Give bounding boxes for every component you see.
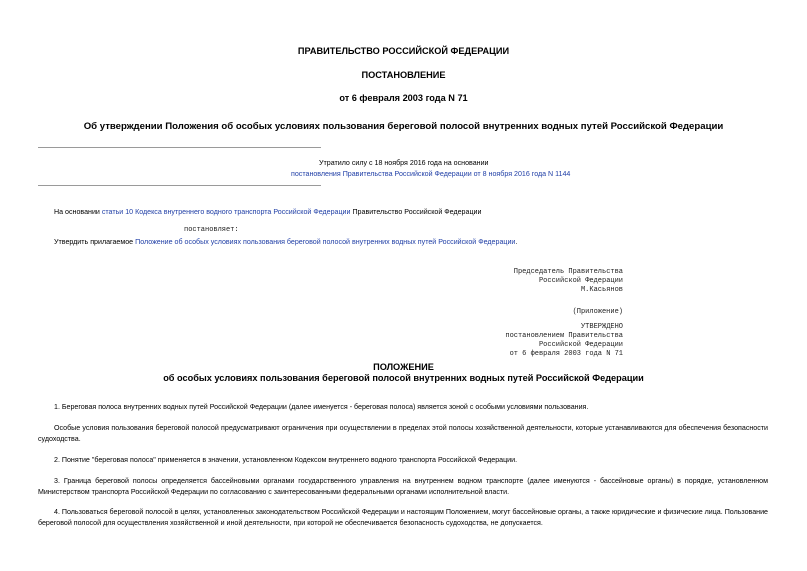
approve-suffix: . (515, 238, 518, 246)
approved-block (505, 323, 623, 359)
approved-line-2: постановлением Правительства (505, 332, 623, 340)
paragraph-3: 3. Граница береговой полосы определяется бассейновыми органами государственного управления на внутреннем водном транспорте (далее именуются - бассейновые органы) в порядке, установленном Министерством транспорта Российской Федерации по согласованию с заинтересованными федеральными органами исполнительной власти. (38, 477, 768, 496)
appendix-label: (Приложение) (572, 308, 623, 316)
paragraph-1: 1. Береговая полоса внутренних водных путей Российской Федерации (далее именуется - береговая полоса) является зоной с особыми условиями пользования. (54, 403, 589, 411)
regulation-subheading: об особых условиях пользования береговой полосой внутренних водных путей Российской Федерации (163, 373, 644, 383)
approved-line-3: Российской Федерации (538, 341, 623, 349)
signature-line-3: М.Касьянов (580, 286, 623, 294)
code-article-link[interactable]: статьи 10 Кодекса внутреннего водного транспорта Российской Федерации (101, 208, 351, 216)
preamble (54, 206, 481, 218)
preamble-suffix: Правительство Российской Федерации (350, 208, 482, 216)
decides-word: постановляет: (184, 226, 239, 234)
repeal-link[interactable]: постановления Правительства Российской Федерации от 8 ноября 2016 года N 1144 (291, 170, 571, 178)
approve-prefix: Утвердить прилагаемое (54, 238, 136, 246)
signature-line-2: Российской Федерации (538, 277, 623, 285)
approved-line-1: УТВЕРЖДЕНО (580, 323, 623, 331)
paragraph-2: 2. Понятие "береговая полоса" применяется в значении, установленном Кодексом внутреннего водного транспорта Российской Федерации. (54, 456, 518, 464)
government-name: ПРАВИТЕЛЬСТВО РОССИЙСКОЙ ФЕДЕРАЦИИ (297, 46, 510, 56)
document-date-number: от 6 февраля 2003 года N 71 (339, 93, 468, 103)
divider-top (38, 147, 321, 148)
document-type: ПОСТАНОВЛЕНИЕ (361, 70, 446, 80)
signature-line-1: Председатель Правительства (513, 268, 623, 276)
preamble-prefix: На основании (54, 208, 102, 216)
status-line: Утратило силу с 18 ноября 2016 года на основании (319, 159, 489, 167)
paragraph-1-continued: Особые условия пользования береговой полосой предусматривают ограничения при осуществлении в пределах этой полосы хозяйственной деятельности, которые устанавливаются для обеспечения безопасности судоходства. (38, 424, 768, 443)
regulation-heading: ПОЛОЖЕНИЕ (373, 362, 434, 372)
document-title: Об утверждении Положения об особых условиях пользования береговой полосой внутренних водных путей Российской Федерации (83, 121, 724, 132)
divider-bottom (38, 185, 321, 186)
paragraph-4: 4. Пользоваться береговой полосой в целях, установленных законодательством Российской Федерации и настоящим Положением, могут бассейновые органы, а также юридические и физические лица. Пользование береговой полосой для осуществления хозяйственной и иной деятельности, при которой не обеспечивается безопасность судоходства, не допускается. (38, 508, 768, 527)
approve-sentence (54, 236, 517, 248)
approved-line-4: от 6 февраля 2003 года N 71 (509, 350, 623, 358)
regulation-link[interactable]: Положение об особых условиях пользования береговой полосой внутренних водных путей Российской Федерации (135, 238, 516, 246)
signature-block (514, 268, 623, 295)
